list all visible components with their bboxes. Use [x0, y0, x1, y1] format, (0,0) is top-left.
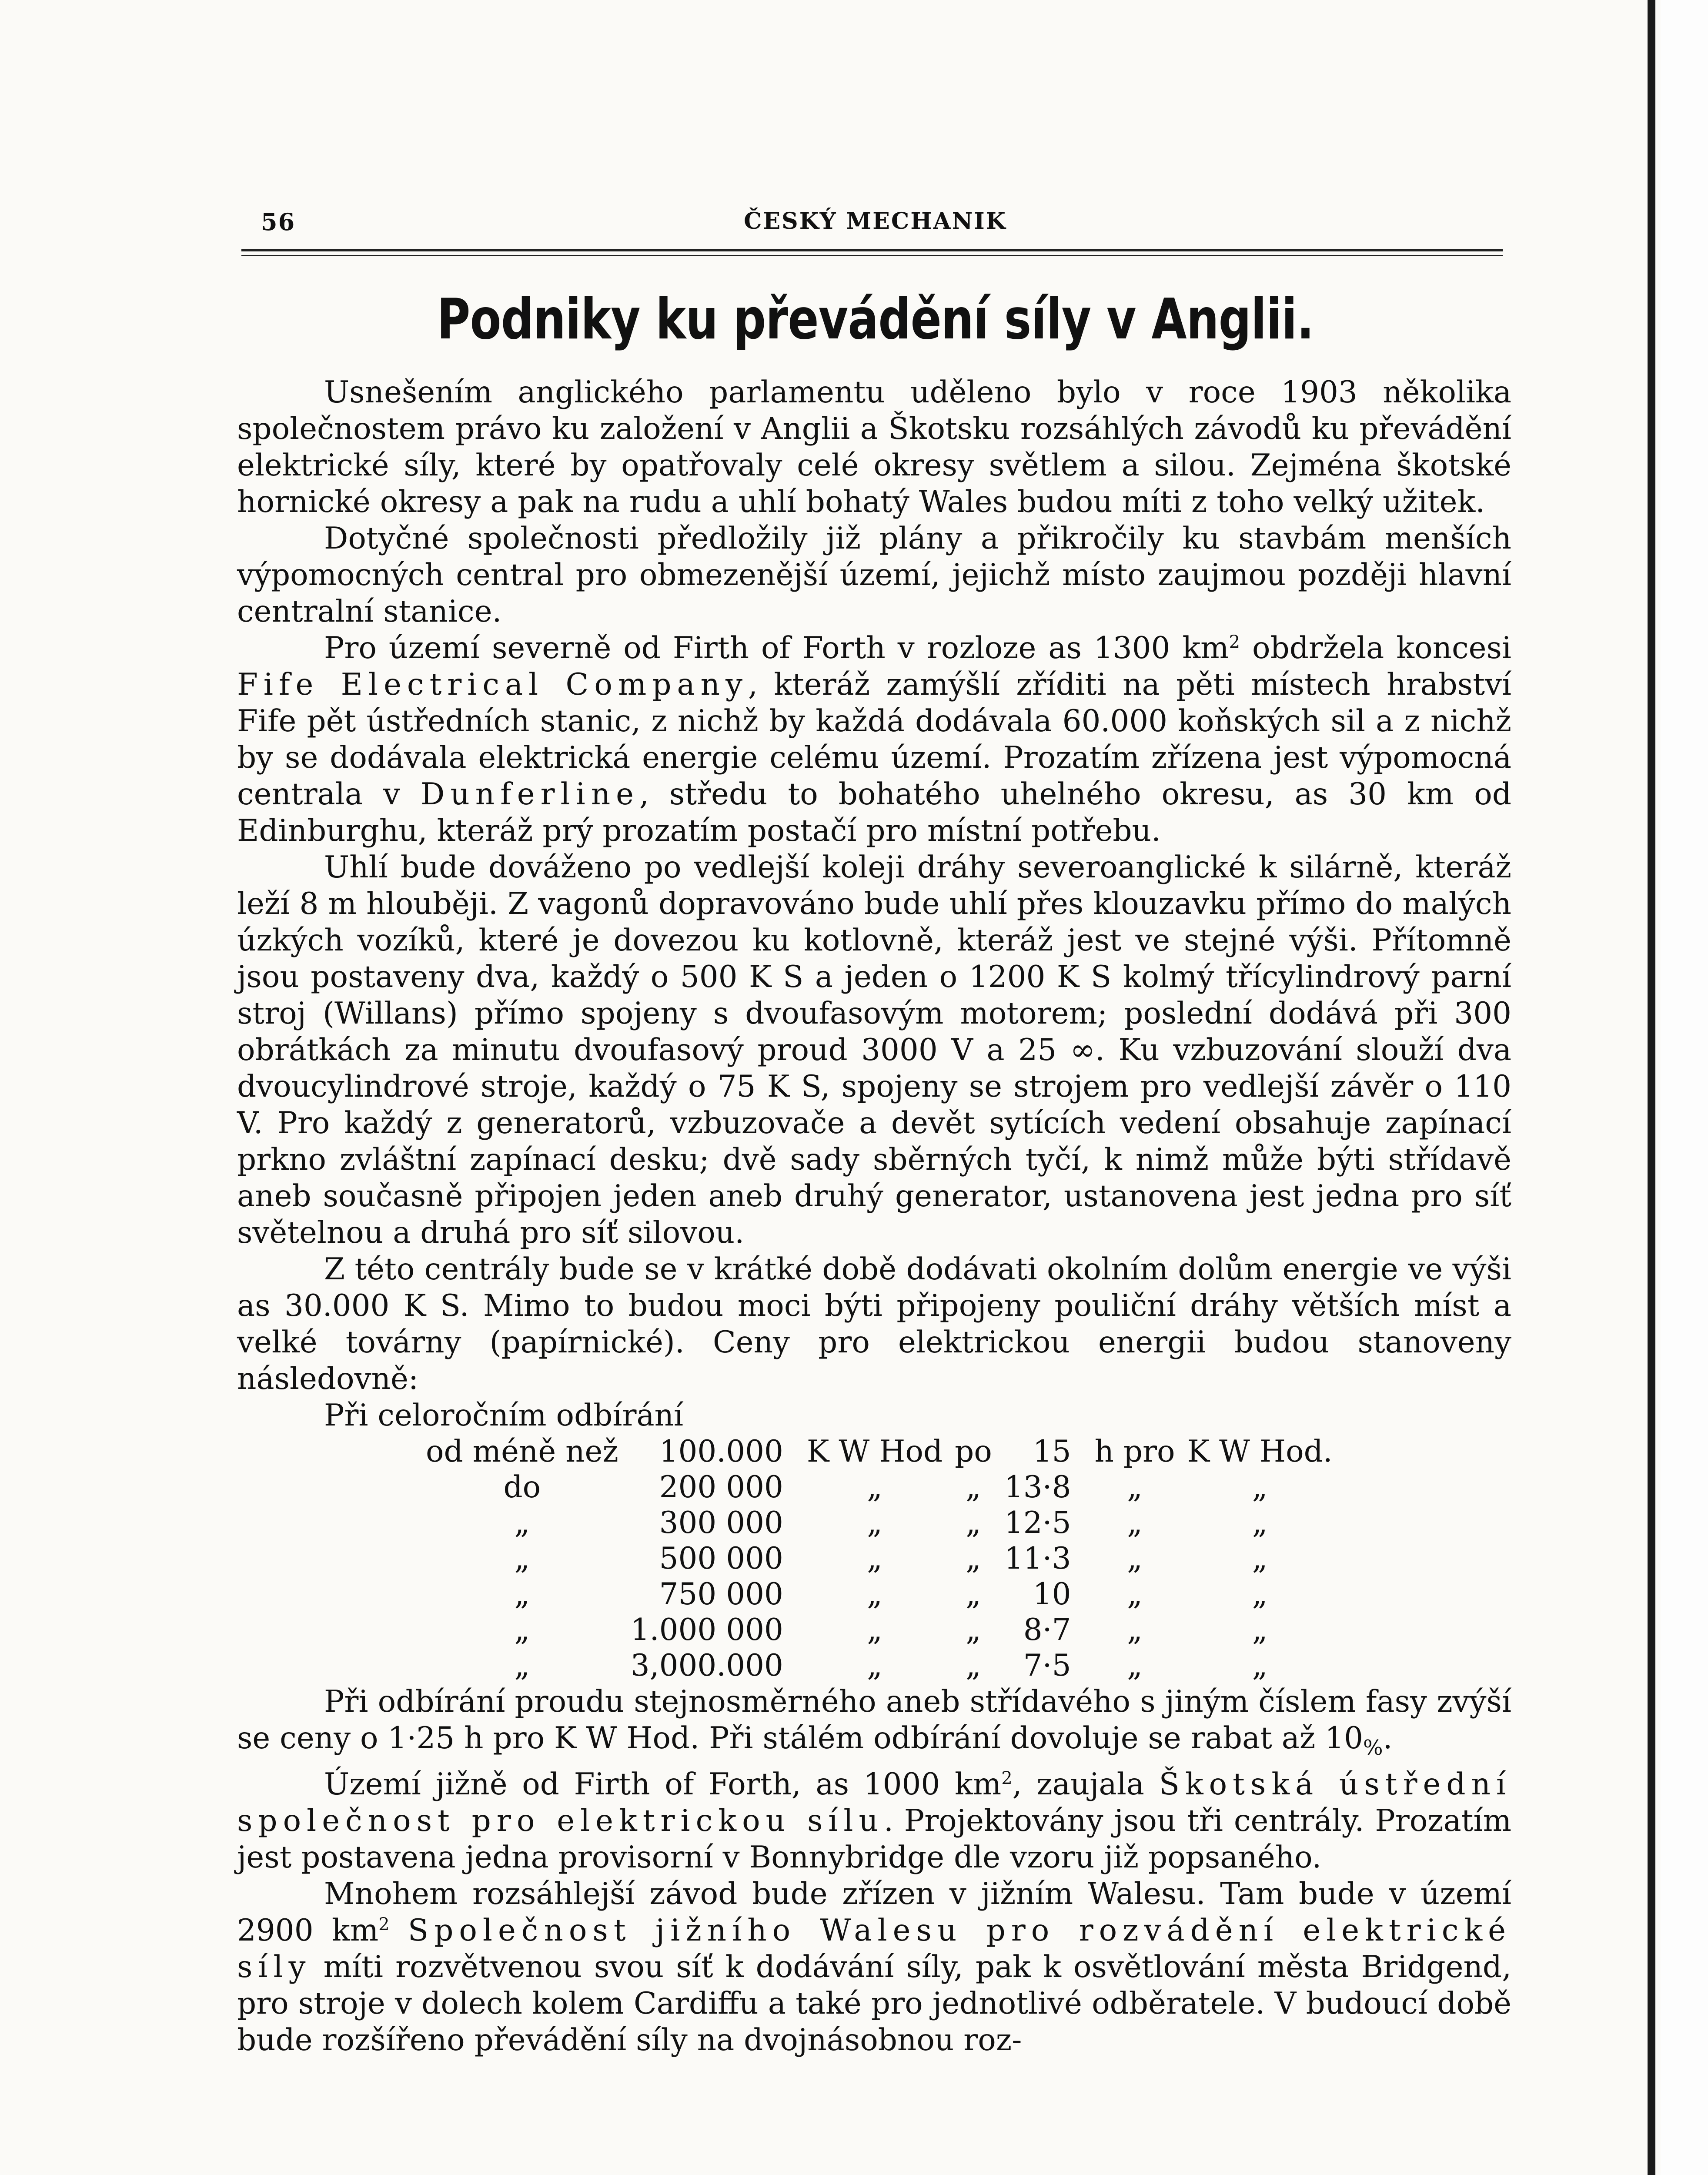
row-prefix: „	[514, 1506, 530, 1540]
row-po: „	[966, 1541, 981, 1576]
row-unit3: „	[1252, 1577, 1268, 1612]
row-unit3: „	[1252, 1506, 1268, 1540]
row-quantity: 500 000	[659, 1541, 783, 1576]
paragraph-5: Z této centrály bude se v krátké době dodávati okolním dolům energie ve výši as 30.000 K S. Mimo to budou moci býti připojeny pouliční dráhy větších míst a velké továrny (papírnické). Ceny pro elektrickou energii budou stanoveny následovně:	[237, 1252, 1511, 1396]
row-price: 11·3	[1004, 1541, 1071, 1576]
row-unit3: „	[1252, 1470, 1268, 1505]
row-unit3: „	[1252, 1541, 1268, 1576]
row-unit: „	[867, 1613, 882, 1647]
row-po: po	[955, 1434, 992, 1469]
row-quantity: 100.000	[659, 1434, 783, 1469]
price-row	[420, 1469, 1339, 1505]
row-unit3: K W Hod.	[1187, 1434, 1333, 1469]
row-prefix: „	[514, 1577, 530, 1612]
row-quantity: 750 000	[659, 1577, 783, 1612]
price-row	[420, 1648, 1339, 1683]
paragraph-4: Uhlí bude dováženo po vedlejší koleji dráhy severoanglické k silárně, kteráž leží 8 m hlouběji. Z vagonů dopravováno bude uhlí přes klouzavku přímo do malých úzkých vozíků, které je dovezou ku kotlovně, kteráž jest ve stejné výši. Přítomně jsou postaveny dva, každý o 500 K S a jeden o 1200 K S kolmý třícylindrový parní stroj (Willans) přímo spojeny s dvoufasovým motorem; poslední dodává při 300 obrátkách za minutu dvoufasový proud 3000 V a 25 ∞. Ku vzbuzování slouží dva dvoucylindrové stroje, každý o 75 K S, spojeny se strojem pro vedlejší závěr o 110 V. Pro každý z generatorů, vzbuzovače a devět sytících vedení obsahuje zapínací prkno zvláštní zapínací desku; dvě sady sběrných tyčí, k nimž může býti střídavě aneb současně připojen jeden aneb druhý generator, ustanovena jest jedna pro síť světelnou a druhá pro síť silovou.	[237, 850, 1511, 1250]
row-unit2: „	[1127, 1613, 1143, 1647]
row-unit2: h pro	[1094, 1434, 1175, 1469]
row-prefix: „	[514, 1613, 530, 1647]
paragraph-2: Dotyčné společnosti předložily již plány a přikročily ku stavbám menších výpomocných central pro obmezenější území, jejichž místo zaujmou později hlavní centralní stanice.	[237, 521, 1511, 629]
row-prefix: „	[514, 1648, 530, 1683]
row-po: „	[966, 1506, 981, 1540]
town-name: Dunferline	[421, 777, 639, 812]
row-unit2: „	[1127, 1506, 1143, 1540]
row-quantity: 1.000 000	[630, 1613, 783, 1647]
running-header	[241, 208, 1509, 243]
row-unit: K W Hod	[806, 1434, 943, 1469]
paragraph-6: Při odbírání proudu stejnosměrného aneb střídavého s jiným číslem fasy zvýší se ceny o 1·25 h pro K W Hod. Při stálém odbírání dovoluje se rabat až $10_{\%}$.	[237, 1684, 1511, 1760]
header-rule-thin	[241, 255, 1503, 256]
price-row	[420, 1612, 1339, 1648]
company-name: Společnost jižního Walesu pro rozvádění elektrické síly	[237, 1913, 1512, 1984]
page-margin-right	[1661, 0, 1708, 2175]
paragraph-7: Území jižně od Firth of Forth, as 1000 $km^2$, zaujala Škotská ústřední společnost pro elektrickou sílu. Projektovány jsou tři centrály. Prozatím jest postavena jedna provisorní v Bonnybridge dle vzoru již popsaného.	[237, 1767, 1511, 1875]
row-unit3: „	[1252, 1613, 1268, 1647]
page-number: 56	[261, 208, 296, 236]
row-unit: „	[867, 1470, 882, 1505]
row-po: „	[966, 1470, 981, 1505]
row-price: 10	[1033, 1577, 1071, 1612]
price-table	[420, 1434, 1339, 1683]
row-prefix: „	[514, 1541, 530, 1576]
header-rule	[241, 249, 1503, 251]
row-po: „	[966, 1613, 981, 1647]
row-unit2: „	[1127, 1470, 1143, 1505]
row-po: „	[966, 1577, 981, 1612]
row-price: 13·8	[1004, 1470, 1071, 1505]
row-unit: „	[867, 1541, 882, 1576]
row-unit: „	[867, 1506, 882, 1540]
page-edge-shadow	[1648, 0, 1655, 2175]
row-prefix: do	[503, 1470, 541, 1505]
paragraph-1: Usnešením anglického parlamentu uděleno bylo v roce 1903 několika společnostem právo ku založení v Anglii a Škotsku rozsáhlých závodů ku převádění elektrické síly, které by opatřovaly celé okresy světlem a silou. Zejména škotské hornické okresy a pak na rudu a uhlí bohatý Wales budou míti z toho velký užitek.	[237, 375, 1511, 519]
row-price: 7·5	[1023, 1648, 1071, 1683]
row-quantity: 3,000.000	[630, 1648, 783, 1683]
row-quantity: 200 000	[659, 1470, 783, 1505]
row-po: „	[966, 1648, 981, 1683]
company-name: Fife Electrical Company	[237, 667, 749, 702]
row-quantity: 300 000	[659, 1506, 783, 1540]
paragraph-3: Pro území severně od Firth of Forth v rozloze as 1300 $km^2$ obdržela koncesi Fife Electrical Company, kteráž zamýšlí zříditi na pěti místech hrabství Fife pět ústředních stanic, z nichž by každá dodávala 60.000 koňských sil a z nichž by se dodávala elektrická energie celému území. Prozatím zřízena jest výpomocná centrala v Dunferline, středu to bohatého uhelného okresu, as 30 km od Edinburghu, kteráž prý prozatím postačí pro místní potřebu.	[237, 631, 1511, 848]
row-unit: „	[867, 1648, 882, 1683]
row-price: 8·7	[1023, 1613, 1071, 1647]
row-unit2: „	[1127, 1577, 1143, 1612]
article-title: Podniky ku převádění síly v Anglii.	[437, 287, 1314, 352]
company-name: Škotská ústřední společnost pro elektrickou sílu	[237, 1767, 1511, 1838]
price-row	[420, 1434, 1339, 1469]
row-price: 12·5	[1004, 1506, 1071, 1540]
row-price: 15	[1033, 1434, 1071, 1469]
row-prefix: od méně než	[426, 1434, 618, 1469]
row-unit3: „	[1252, 1648, 1268, 1683]
running-title: ČESKÝ MECHANIK	[744, 208, 1007, 234]
price-row	[420, 1541, 1339, 1576]
table-lead: Při celoročním odbírání	[324, 1398, 684, 1433]
price-row	[420, 1505, 1339, 1541]
price-row	[420, 1576, 1339, 1612]
row-unit: „	[867, 1577, 882, 1612]
article-body	[237, 374, 1511, 2058]
row-unit2: „	[1127, 1648, 1143, 1683]
paragraph-8: Mnohem rozsáhlejší závod bude zřízen v jižním Walesu. Tam bude v území 2900 $km^2$ Společnost jižního Walesu pro rozvádění elektrické síly míti rozvětvenou svou síť k dodávání síly, pak k osvětlování města Bridgend, pro stroje v dolech kolem Cardiffu a také pro jednotlivé odběratele. V budoucí době bude rozšířeno převádění síly na dvojnásobnou roz-	[237, 1876, 1512, 2058]
row-unit2: „	[1127, 1541, 1143, 1576]
